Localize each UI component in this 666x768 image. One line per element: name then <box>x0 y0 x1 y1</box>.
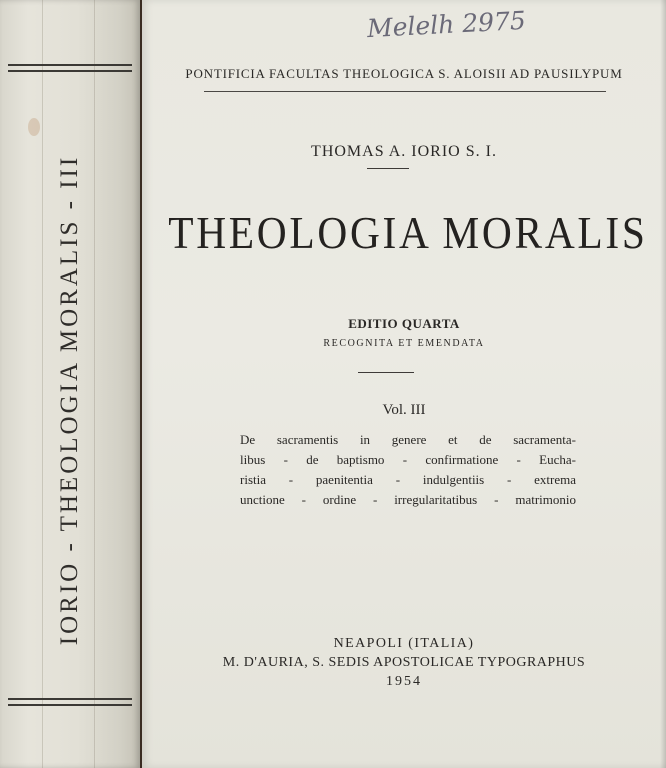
spine-bottom-rule <box>8 698 132 700</box>
spine-bottom-rule <box>8 704 132 706</box>
volume-label: Vol. III <box>382 402 426 418</box>
contents-line: De sacramentis in genere et de sacramenta- <box>240 432 576 447</box>
volume-contents <box>240 430 576 510</box>
spine-top-rule <box>8 64 132 66</box>
spine-crease <box>42 0 43 768</box>
contents-line: unctione - ordine - irregularitatibus - matrimonio <box>240 492 576 507</box>
edition-divider <box>358 372 414 373</box>
spine-top-rule <box>8 70 132 72</box>
publication-year: 1954 <box>386 674 422 689</box>
handwritten-note: Melelh 2975 <box>366 5 527 44</box>
book-spine <box>0 0 140 768</box>
faculty-underline <box>204 91 606 92</box>
printer-name: M. D'AURIA, S. SEDIS APOSTOLICAE TYPOGRAPHUS <box>222 655 586 670</box>
publication-place: NEAPOLI (ITALIA) <box>333 636 475 651</box>
edition-note: RECOGNITA ET EMENDATA <box>323 338 485 349</box>
faculty-line: PONTIFICIA FACULTAS THEOLOGICA S. ALOISII AD PAUSILYPUM <box>185 66 623 81</box>
contents-line: ristia - paenitentia - indulgentiis - extrema <box>240 472 576 487</box>
author-divider <box>367 168 409 169</box>
spine-stain <box>28 118 40 136</box>
contents-line: libus - de baptismo - confirmatione - Eucha- <box>240 452 576 467</box>
cover-edge-shadow <box>660 0 666 768</box>
spine-title: IORIO - THEOLOGIA MORALIS - III <box>56 154 83 646</box>
front-cover <box>142 0 666 768</box>
book-title: THEOLOGIA MORALIS <box>168 207 648 258</box>
edition-label: EDITIO QUARTA <box>348 316 460 331</box>
spine-crease <box>94 0 95 768</box>
author-name: THOMAS A. IORIO S. I. <box>311 143 497 160</box>
